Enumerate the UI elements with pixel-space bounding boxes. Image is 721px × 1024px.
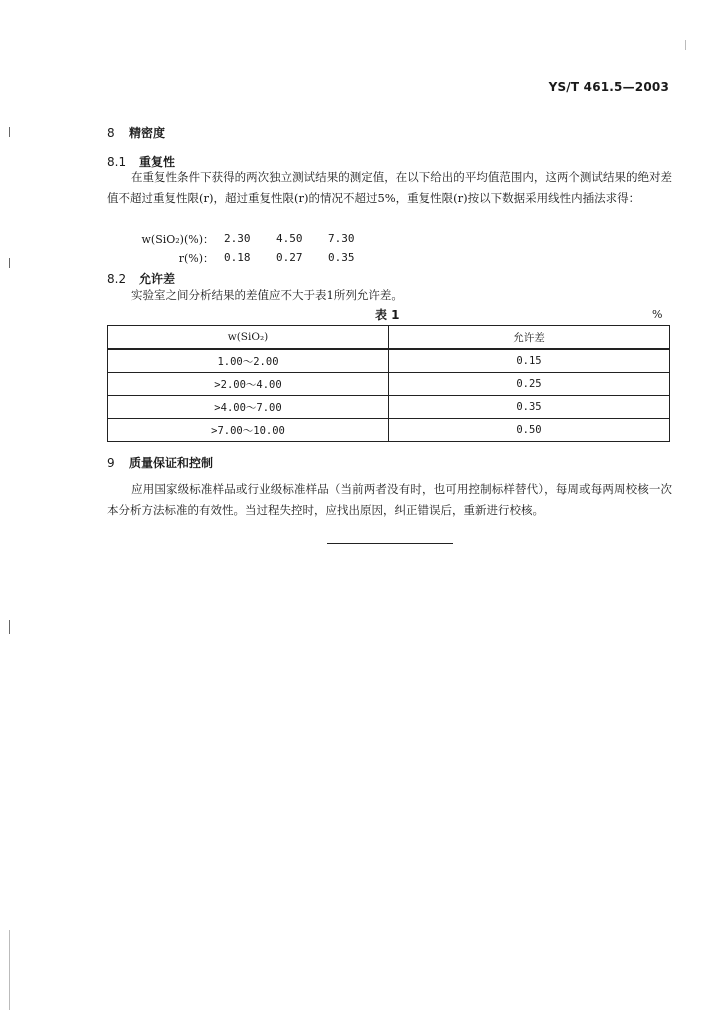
section-8-1-number: 8.1 [107,155,127,169]
r-value-1: 0.18 [224,251,251,264]
tolerance-cell: 0.15 [389,349,670,373]
header-sio2: w(SiO₂) [108,326,389,350]
quality-control-text: 应用国家级标准样品或行业级标准样品（当前两者没有时，也可用控制标样替代），每周或每两周校核一次本分析方法标准的有效性。当过程失控时，应找出原因，纠正错误后，重新进行校核。 [107,482,672,517]
r-label-row [94,250,214,266]
tolerance-cell: 0.35 [389,396,670,419]
scan-mark [9,930,10,1010]
repeatability-text: 在重复性条件下获得的两次独立测试结果的测定值，在以下给出的平均值范围内，这两个测试结果的绝对差值不超过重复性限(r)，超过重复性限(r)的情况不超过5%，重复性限(r)按以下数据采用线性内插法求得： [107,170,672,205]
section-8-2-title: 允许差 [139,272,176,286]
quality-control-paragraph [107,479,672,521]
tolerance-text: 实验室之间分析结果的差值应不大于表1所列允许差。 [131,288,403,302]
scan-mark [9,620,10,634]
sio2-value-1: 2.30 [224,232,251,245]
sio2-label-row [94,231,214,247]
tolerance-table [107,325,670,442]
sio2-label: w(SiO₂)(%)： [141,233,214,246]
range-cell: >2.00～4.00 [108,373,389,396]
r-value-2: 0.27 [276,251,303,264]
section-8-1-title: 重复性 [139,155,176,169]
section-8-2-number: 8.2 [107,272,127,286]
header-tolerance: 允许差 [389,326,670,350]
tolerance-paragraph [107,285,672,306]
section-9-heading [107,454,213,471]
sio2-value-3: 7.30 [328,232,355,245]
repeatability-paragraph [107,167,672,209]
table-unit: % [652,308,663,321]
section-9-title: 质量保证和控制 [129,456,214,470]
scan-mark [9,258,10,268]
table-header-row [108,326,670,350]
table-caption: 表 1 [375,308,400,322]
section-8-number: 8 [107,126,115,140]
end-rule [327,543,453,544]
table-row [108,349,670,373]
r-label: r(%)： [178,252,214,265]
r-value-3: 0.35 [328,251,355,264]
range-cell: >7.00～10.00 [108,419,389,442]
standard-number: YS/T 461.5—2003 [548,80,669,94]
scan-mark [9,127,10,137]
sio2-value-2: 4.50 [276,232,303,245]
tolerance-cell: 0.25 [389,373,670,396]
section-9-number: 9 [107,456,115,470]
section-8-title: 精密度 [129,126,166,140]
tolerance-cell: 0.50 [389,419,670,442]
section-8-heading [107,124,165,141]
table-row [108,373,670,396]
scan-mark [685,40,686,50]
range-cell: 1.00～2.00 [108,349,389,373]
table-row [108,396,670,419]
table-row [108,419,670,442]
range-cell: >4.00～7.00 [108,396,389,419]
